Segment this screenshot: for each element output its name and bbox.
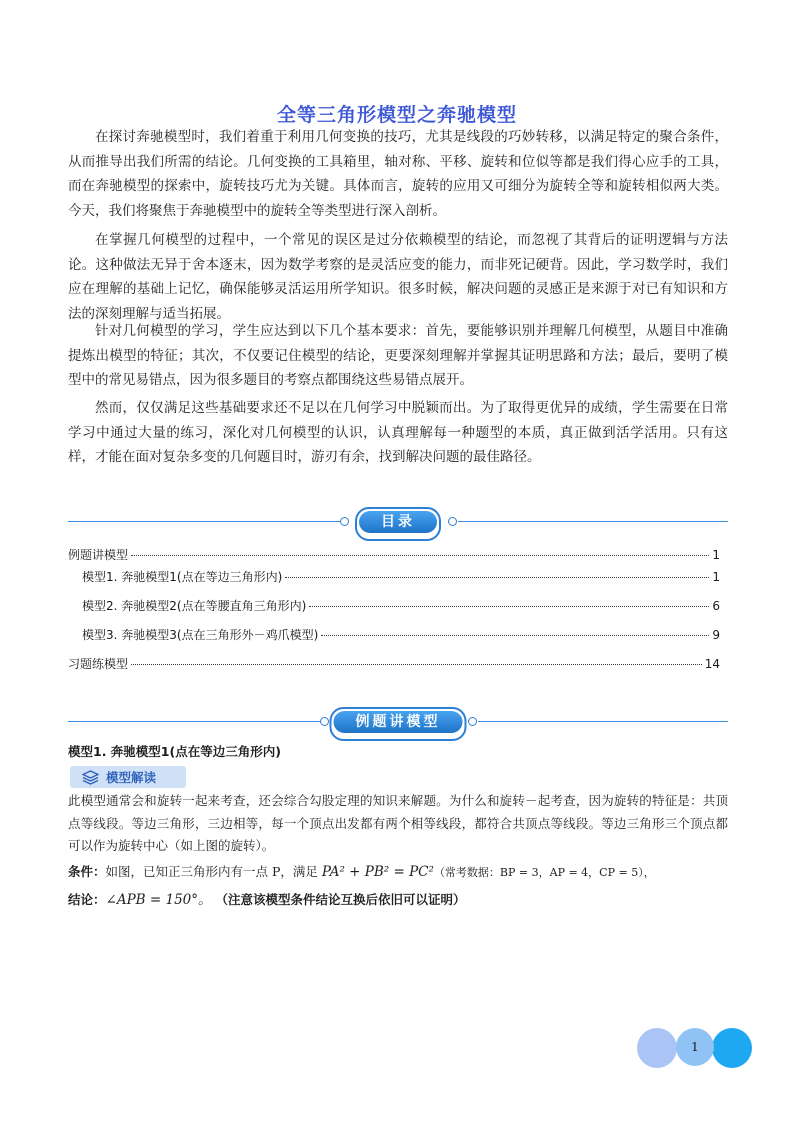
conclusion-note: （注意该模型条件结论互换后依旧可以证明）: [215, 892, 466, 907]
divider-line-right: [458, 521, 728, 522]
toc-item-label: 例题讲模型: [68, 548, 129, 562]
toc-banner: [355, 507, 441, 541]
toc-item-page: 6: [712, 599, 720, 613]
model-heading: 模型1. 奔驰模型1(点在等边三角形内): [68, 744, 281, 759]
toc-item-model-3[interactable]: [82, 626, 720, 643]
footer-circle-right: [712, 1028, 752, 1068]
toc-leader-dots: [131, 664, 702, 665]
divider-dot-left: [340, 517, 349, 526]
toc-item-exercises[interactable]: [68, 655, 720, 672]
condition-line: [68, 862, 728, 880]
toc-item-page: 1: [712, 570, 720, 584]
intro-paragraph-4: 然而，仅仅满足这些基础要求还不足以在几何学习中脱颖而出。为了取得更优异的成绩，学生需要在日常学习中通过大量的练习，深化对几何模型的认识，认真理解每一种题型的本质，真正做到活学活用。只有这样，才能在面对复杂多变的几何题目时，游刃有余，找到解决问题的最佳路径。: [68, 400, 728, 465]
toc-item-page: 9: [712, 628, 720, 642]
toc-leader-dots: [131, 555, 709, 556]
toc-item-model-1[interactable]: [82, 568, 720, 585]
model-explain-badge: [70, 766, 186, 788]
toc-item-label: 习题练模型: [68, 657, 129, 671]
toc-leader-dots: [321, 635, 709, 636]
toc-item-page: 14: [704, 657, 720, 671]
divider-dot-left: [320, 717, 329, 726]
intro-paragraph-3: 针对几何模型的学习，学生应达到以下几个基本要求：首先，要能够识别并理解几何模型，从题目中准确提炼出模型的特征；其次，不仅要记住模型的结论，更要深刻理解并掌握其证明思路和方法；最后，要明了模型中的常见易错点，因为很多题目的考察点都围绕这些易错点展开。: [68, 323, 728, 388]
toc-item-examples[interactable]: [68, 546, 720, 563]
divider-dot-right: [448, 517, 457, 526]
toc-leader-dots: [309, 606, 709, 607]
toc-item-model-2[interactable]: [82, 597, 720, 614]
toc-item-label: 模型1. 奔驰模型1(点在等边三角形内): [82, 570, 283, 584]
section-banner-label: 例题讲模型: [334, 711, 463, 733]
conclusion-line: [68, 888, 728, 908]
toc-divider: [68, 507, 728, 537]
footer-circle-left: [637, 1028, 677, 1068]
divider-line-right: [478, 721, 728, 722]
divider-dot-right: [468, 717, 477, 726]
toc-item-page: 1: [712, 548, 720, 562]
page-title: 全等三角形模型之奔驰模型: [276, 104, 517, 126]
section-banner: [330, 707, 467, 741]
divider-line-left: [68, 721, 320, 722]
layers-icon: [82, 770, 99, 785]
toc-item-label: 模型2. 奔驰模型2(点在等腰直角三角形内): [82, 599, 307, 613]
conclusion-formula: ∠APB = 150°。: [105, 892, 212, 908]
section-divider: [68, 707, 728, 737]
toc-leader-dots: [285, 577, 709, 578]
toc-item-label: 模型3. 奔驰模型3(点在三角形外－鸡爪模型): [82, 628, 319, 642]
condition-label: 条件：: [68, 864, 106, 879]
condition-text: 如图，已知正三角形内有一点 P，满足: [105, 864, 318, 879]
model-explanation: 此模型通常会和旋转一起来考查，还会综合勾股定理的知识来解题。为什么和旋转－起考查，因为旋转的特征是：共顶点等线段。等边三角形，三边相等，每一个顶点出发都有两个相等线段，都符合共顶点等线段。等边三角形三个顶点都可以作为旋转中心（如上图的旋转）。: [68, 793, 728, 853]
toc-heading: 目录: [359, 511, 437, 533]
condition-formula: PA² + PB² = PC²: [321, 864, 434, 880]
conclusion-label: 结论：: [68, 892, 106, 907]
intro-paragraph-2: 在掌握几何模型的过程中，一个常见的误区是过分依赖模型的结论，而忽视了其背后的证明逻辑与方法论。这种做法无异于舍本逐末，因为数学考察的是灵活应变的能力，而非死记硬背。因此，学习数学时，我们应在理解的基础上记忆，确保能够灵活运用所学知识。很多时候，解决问题的灵感正是来源于对已有知识和方法的深刻理解与适当拓展。: [68, 232, 728, 322]
intro-paragraph-1: 在探讨奔驰模型时，我们着重于利用几何变换的技巧，尤其是线段的巧妙转移，以满足特定的聚合条件，从而推导出我们所需的结论。几何变换的工具箱里，轴对称、平移、旋转和位似等都是我们得心应手的工具，而在奔驰模型的探索中，旋转技巧尤为关键。具体而言，旋转的应用又可细分为旋转全等和旋转相似两大类。今天，我们将聚焦于奔驰模型中的旋转全等类型进行深入剖析。: [68, 129, 728, 219]
condition-note: （常考数据：BP = 3，AP = 4，CP = 5），: [433, 866, 655, 879]
badge-label: 模型解读: [106, 770, 157, 785]
divider-line-left: [68, 521, 340, 522]
page-number: 1: [676, 1028, 714, 1066]
